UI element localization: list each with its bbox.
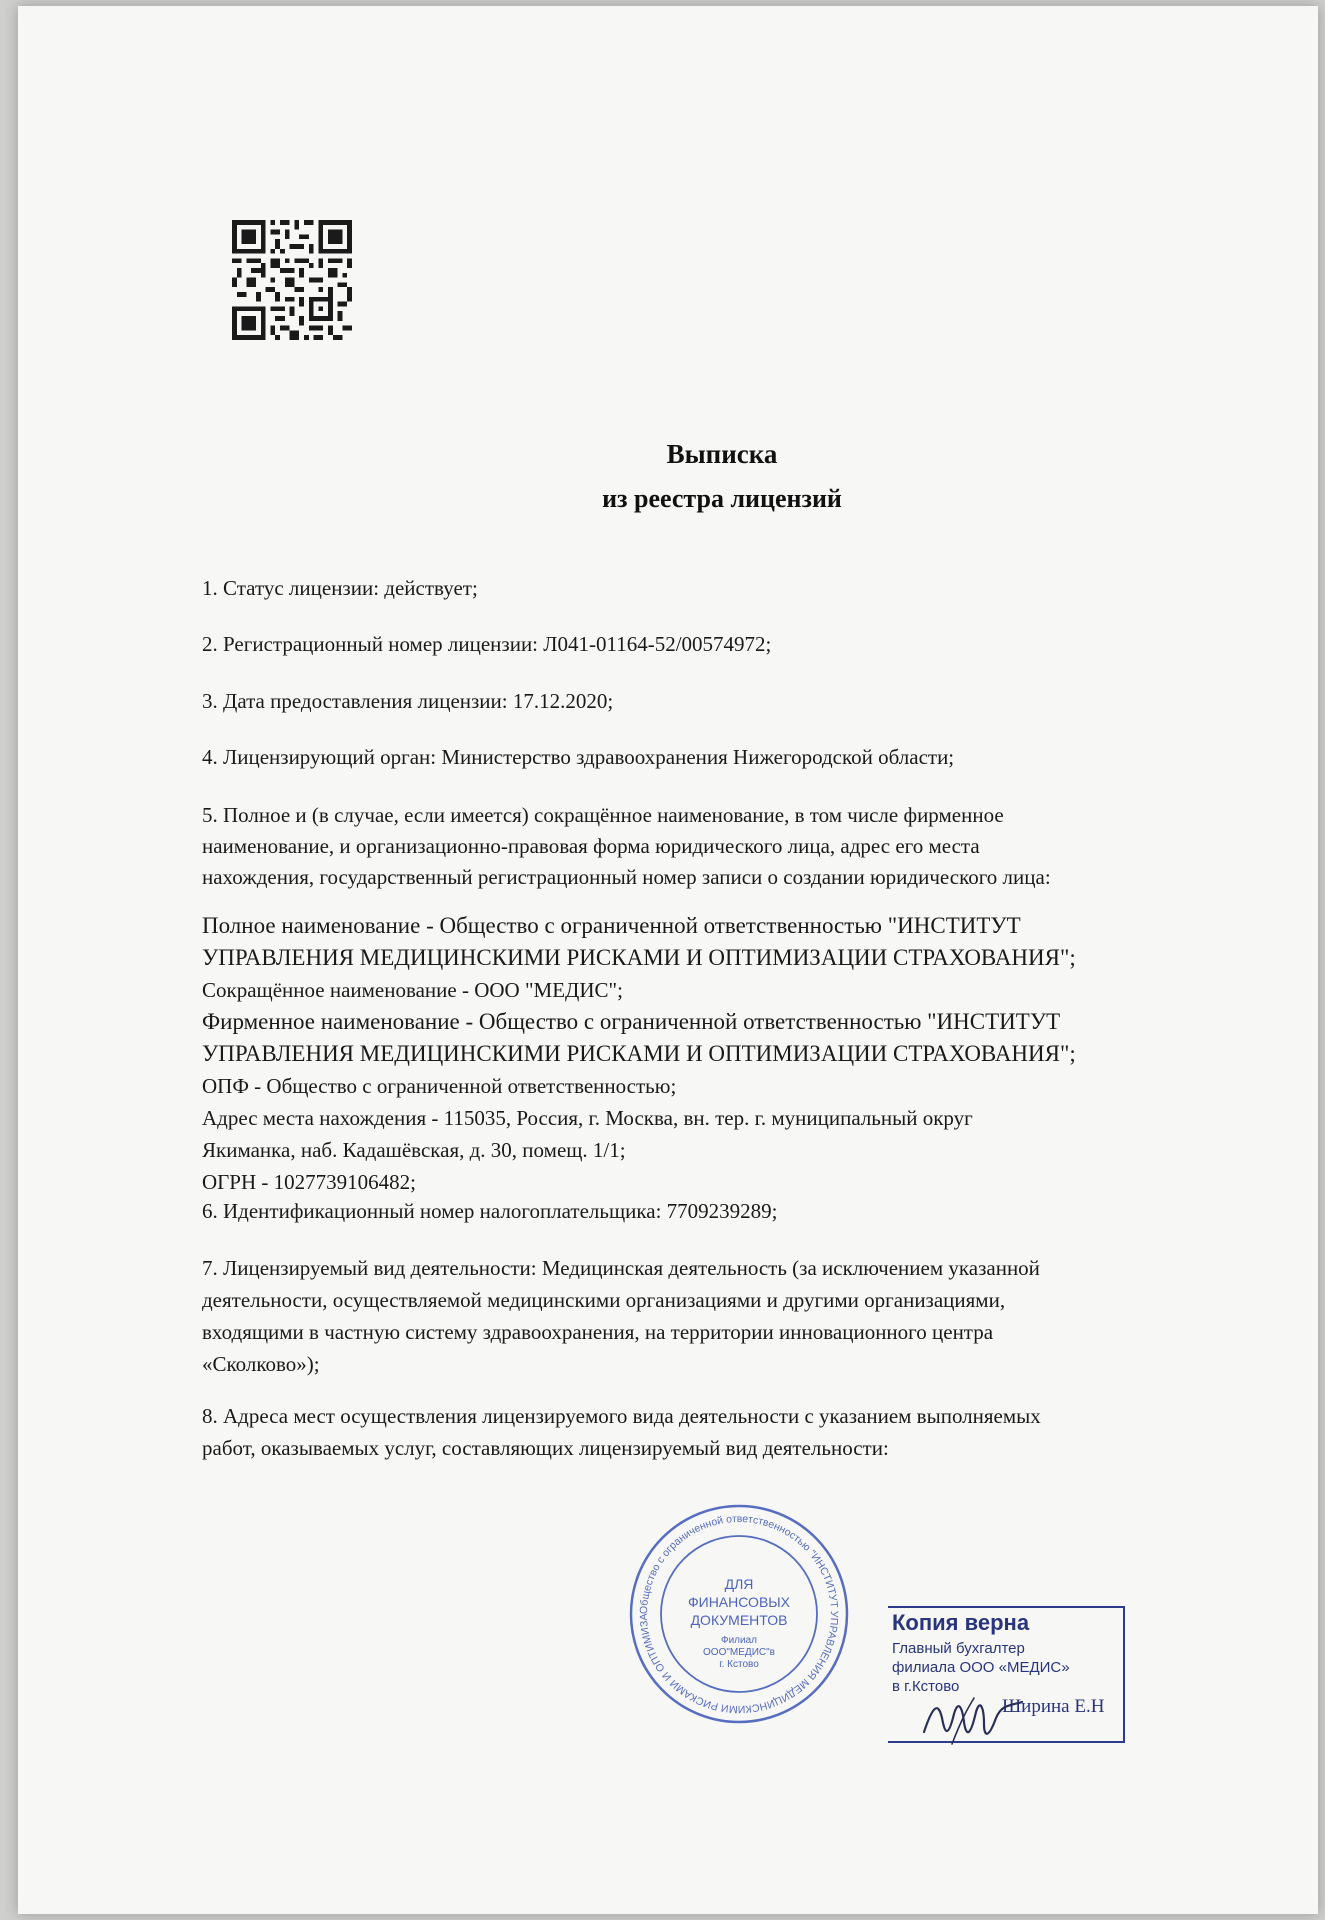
- stamp-ring-text: Общество с ограниченной ответственностью "ИНСТИТУТ УПРАВЛЕНИЯ МЕДИЦИНСКИМИ РИСКАМИ И ОПТИМИЗА: [637, 1512, 841, 1716]
- brand-name-line: УПРАВЛЕНИЯ МЕДИЦИНСКИМИ РИСКАМИ И ОПТИМИЗАЦИИ СТРАХОВАНИЯ";: [202, 1041, 1076, 1066]
- document-page: [18, 6, 1318, 1914]
- brand-name-line: Фирменное наименование - Общество с ограниченной ответственностью "ИНСТИТУТ: [202, 1009, 1061, 1034]
- stamp-center-text: ДЛЯ: [724, 1576, 754, 1592]
- item-registration-number: 2. Регистрационный номер лицензии: Л041-01164-52/00574972;: [202, 632, 772, 656]
- item-license-status: 1. Статус лицензии: действует;: [202, 576, 478, 600]
- address-line: Якиманка, наб. Кадашёвская, д. 30, помещ. 1/1;: [202, 1138, 626, 1162]
- stamp-center-text: ФИНАНСОВЫХ: [687, 1594, 791, 1610]
- organization-details: [202, 910, 1182, 1198]
- stamp-center-text: ДОКУМЕНТОВ: [690, 1612, 788, 1628]
- certification-line: филиала ООО «МЕДИС»: [892, 1659, 1070, 1676]
- paragraph-line: нахождения, государственный регистрационный номер записи о создании юридического лица:: [202, 865, 1051, 889]
- paragraph-line: работ, оказываемых услуг, составляющих лицензируемый вид деятельности:: [202, 1436, 889, 1460]
- signature-icon: [918, 1688, 1028, 1748]
- ogrn-line: ОГРН - 1027739106482;: [202, 1170, 416, 1194]
- item-organization-heading: [202, 800, 1182, 893]
- full-name-line: Полное наименование - Общество с ограниченной ответственностью "ИНСТИТУТ: [202, 913, 1021, 938]
- stamp-bottom-text: г. Кстово: [719, 1659, 759, 1670]
- legal-form-line: ОПФ - Общество с ограниченной ответственностью;: [202, 1074, 677, 1098]
- qr-code-icon: [232, 216, 352, 344]
- short-name-line: Сокращённое наименование - ООО "МЕДИС";: [202, 978, 623, 1002]
- item-inn: 6. Идентификационный номер налогоплательщика: 7709239289;: [202, 1199, 778, 1223]
- stamp-bottom-text: Филиал: [720, 1635, 758, 1646]
- document-subtitle: из реестра лицензий: [602, 484, 842, 513]
- item-activity: [202, 1252, 1182, 1380]
- paragraph-line: «Сколково»);: [202, 1352, 320, 1376]
- signer-name: Ширина Е.Н: [1002, 1696, 1105, 1717]
- item-license-date: 3. Дата предоставления лицензии: 17.12.2020;: [202, 689, 614, 713]
- certification-line: Главный бухгалтер: [892, 1640, 1025, 1657]
- address-line: Адрес места нахождения - 115035, Россия, г. Москва, вн. тер. г. муниципальный округ: [202, 1106, 973, 1130]
- paragraph-line: 8. Адреса мест осуществления лицензируемого вида деятельности с указанием выполняемых: [202, 1404, 1041, 1428]
- full-name-line: УПРАВЛЕНИЯ МЕДИЦИНСКИМИ РИСКАМИ И ОПТИМИЗАЦИИ СТРАХОВАНИЯ";: [202, 945, 1076, 970]
- paragraph-line: деятельности, осуществляемой медицинскими организациями и другими организациями,: [202, 1288, 1006, 1312]
- item-activity-addresses: [202, 1400, 1182, 1464]
- paragraph-line: 5. Полное и (в случае, если имеется) сокращённое наименование, в том числе фирменное: [202, 803, 1004, 827]
- document-title: Выписка: [666, 439, 778, 469]
- certification-line: в г.Кстово: [892, 1678, 960, 1695]
- item-licensing-authority: 4. Лицензирующий орган: Министерство здравоохранения Нижегородской области;: [202, 745, 955, 769]
- paragraph-line: 7. Лицензируемый вид деятельности: Медицинская деятельность (за исключением указанной: [202, 1256, 1040, 1280]
- organization-stamp: [626, 1501, 852, 1727]
- paragraph-line: входящими в частную систему здравоохранения, на территории инновационного центра: [202, 1320, 994, 1344]
- paragraph-line: наименование, и организационно-правовая форма юридического лица, адрес его места: [202, 834, 980, 858]
- copy-title: Копия верна: [892, 1610, 1030, 1635]
- stamp-bottom-text: ООО"МЕДИС"в: [703, 1647, 775, 1658]
